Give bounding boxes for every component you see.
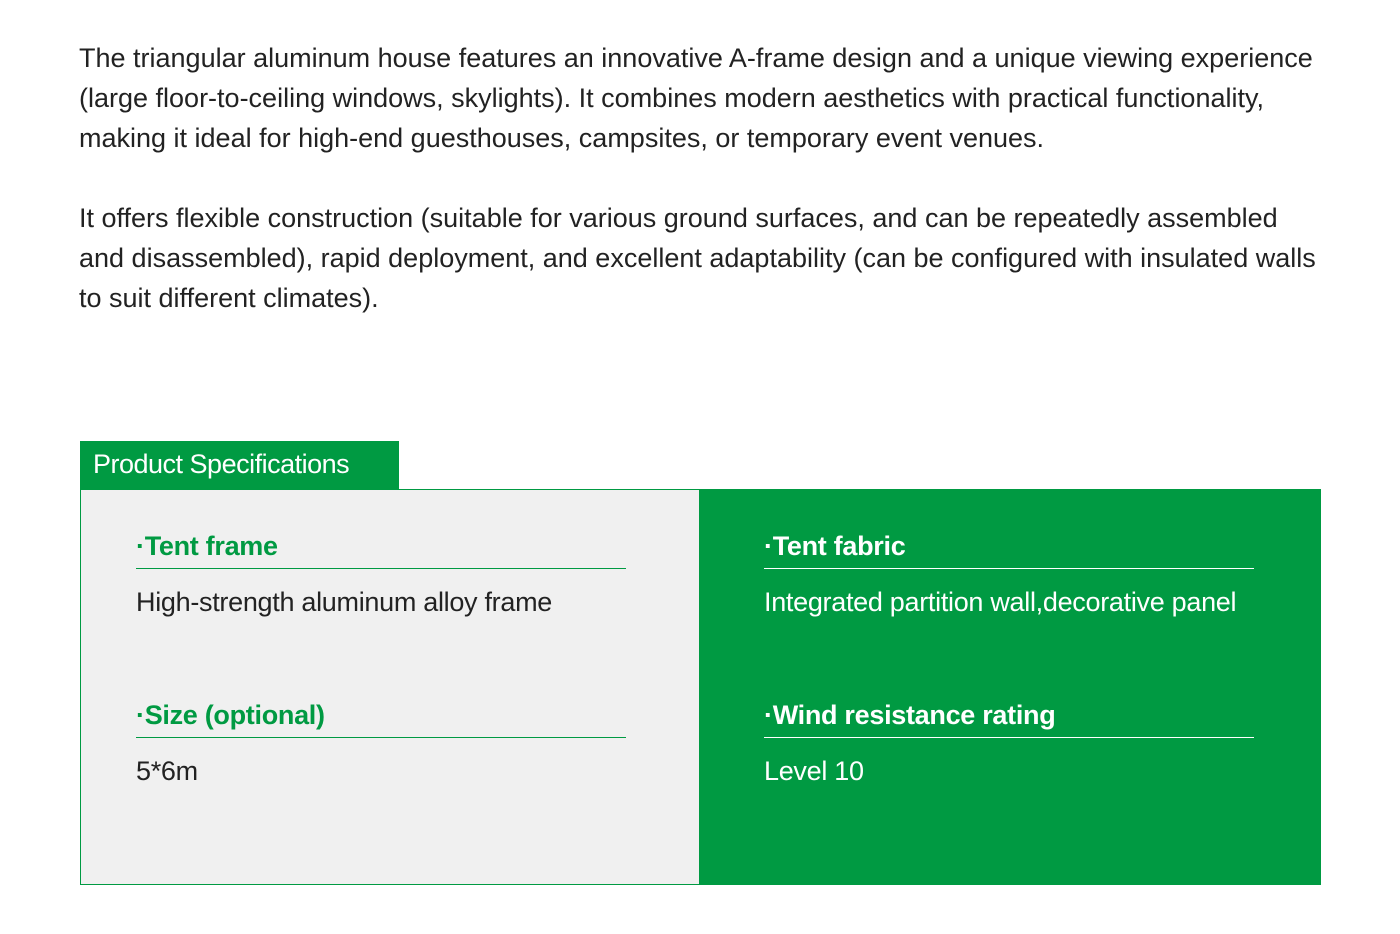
spec-value: Integrated partition wall,decorative panel xyxy=(764,587,1237,617)
specifications-left-column xyxy=(81,490,699,884)
spec-item-wind-resistance xyxy=(764,697,1254,789)
spec-value: 5*6m xyxy=(136,756,198,786)
spec-label: ·Wind resistance rating xyxy=(764,697,1254,738)
specifications-title: Product Specifications xyxy=(80,441,399,489)
spec-value: Level 10 xyxy=(764,756,864,786)
spec-label: ·Size (optional) xyxy=(136,697,626,738)
spec-label: ·Tent fabric xyxy=(764,528,1254,569)
spec-item-tent-fabric xyxy=(764,528,1254,620)
specifications-right-column xyxy=(699,490,1320,884)
intro-paragraph-1: The triangular aluminum house features an innovative A-frame design and a unique viewing experience (large floor-to-ceiling windows, skylights). It combines modern aesthetics with practical functionality, making it ideal for high-end guesthouses, campsites, or temporary event venues. xyxy=(79,43,1313,153)
spec-label: ·Tent frame xyxy=(136,528,626,569)
intro-text xyxy=(79,38,1329,318)
spec-value: High-strength aluminum alloy frame xyxy=(136,587,552,617)
intro-paragraph-2: It offers flexible construction (suitable for various ground surfaces, and can be repeatedly assembled and disassembled), rapid deployment, and excellent adaptability (can be configured with insulated walls to suit different climates). xyxy=(79,203,1316,313)
spec-item-size xyxy=(136,697,626,789)
specifications-panel xyxy=(80,489,1321,885)
spec-item-tent-frame xyxy=(136,528,626,620)
